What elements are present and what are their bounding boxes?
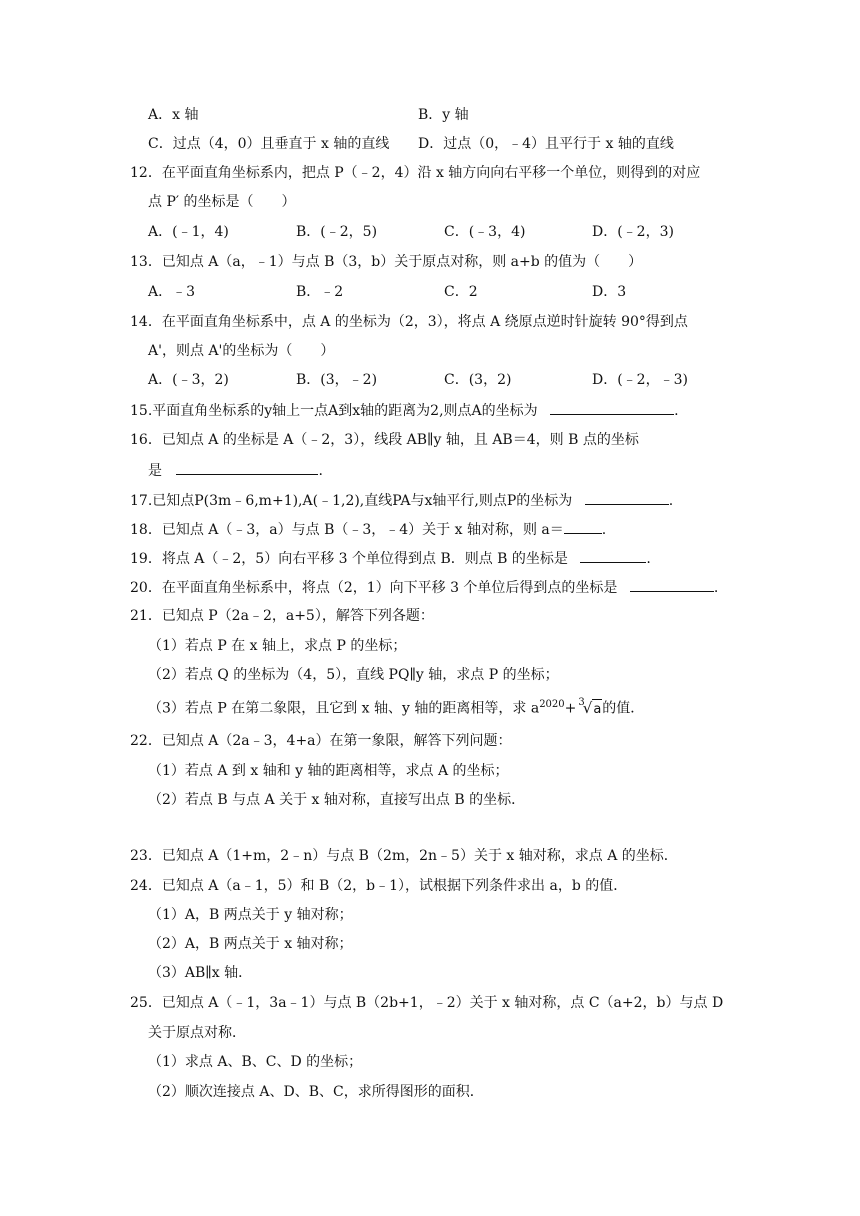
q20-text: 20．在平面直角坐标系中，将点（2，1）向下平移 3 个单位后得到点的坐标是 [130,580,618,596]
q17-stem [130,490,673,510]
q14-option-a: A．(﹣3，2) [148,372,229,388]
q12-stem-line1: 12．在平面直角坐标系内，把点 P（﹣2，4）沿 x 轴方向向右平移一个单位，则得到的对应 [130,165,701,181]
cube-root-expression [578,698,602,721]
q16-answer-blank[interactable] [176,460,318,475]
q12-option-c: C．(﹣3，4) [444,224,526,240]
q22-part2: （2）若点 B 与点 A 关于 x 轴对称，直接写出点 B 的坐标． [148,792,526,808]
radical-sign-icon: √ [582,698,593,717]
q15-answer-blank[interactable] [550,400,674,415]
q11-option-d: D．过点（0，﹣4）且平行于 x 轴的直线 [418,136,674,152]
q15-text: 15.平面直角坐标系的y轴上一点A到x轴的距离为2,则点A的坐标为 [130,403,538,419]
q12-option-b: B．(﹣2，5) [296,224,378,240]
q17-period: . [668,493,674,509]
q11-option-a: A．x 轴 [148,107,199,123]
q19-answer-blank[interactable] [580,548,646,563]
q13-option-d: D．3 [592,284,627,300]
q20-answer-blank[interactable] [630,577,714,592]
q20-period: . [713,580,719,596]
q13-option-a: A．﹣3 [148,284,196,300]
q18-stem [130,519,606,539]
q21-part2: （2）若点 Q 的坐标为（4，5），直线 PQ∥y 轴，求点 P 的坐标； [148,667,559,683]
q24-part2: （2）A，B 两点关于 x 轴对称； [148,936,353,952]
q14-stem-line2: A'，则点 A'的坐标为（ ） [148,343,335,359]
q19-text: 19．将点 A（﹣2，5）向右平移 3 个单位得到点 B．则点 B 的坐标是 [130,551,568,567]
q16-stem-line2 [148,460,323,480]
q14-option-d: D．(﹣2，﹣3) [592,372,688,388]
q21-part3 [148,695,644,715]
q17-text: 17.已知点P(3m﹣6,m+1),A(﹣1,2),直线PA与x轴平行,则点P的坐标为 [130,493,573,509]
q16-text: 是 [148,463,162,479]
q12-stem-line2: 点 P′ 的坐标是（ ） [148,194,296,210]
q11-option-b: B．y 轴 [418,107,469,123]
q21-part1: （1）若点 P 在 x 轴上，求点 P 的坐标； [148,638,407,654]
q21-exponent: 2020 [539,699,565,710]
q21-stem: 21．已知点 P（2a﹣2，a+5），解答下列各题： [130,608,434,624]
q22-stem: 22．已知点 A（2a﹣3，4+a）在第一象限，解答下列问题： [130,733,512,749]
q16-stem-line1: 16．已知点 A 的坐标是 A（﹣2，3），线段 AB∥y 轴，且 AB＝4，则 B 点的坐标 [130,432,639,448]
cube-root-index: 3 [578,696,585,708]
q18-period: . [601,522,607,538]
q15-period: . [674,403,679,419]
q25-part1: （1）求点 A、B、C、D 的坐标； [148,1054,363,1070]
q14-option-b: B．(3，﹣2) [296,372,378,388]
q24-part1: （1）A，B 两点关于 y 轴对称； [148,907,353,923]
q25-stem-line1: 25．已知点 A（﹣1，3a﹣1）与点 B（2b+1，﹣2）关于 x 轴对称，点 C（a+2，b）与点 D [130,995,724,1011]
q13-stem: 13．已知点 A（a，﹣1）与点 B（3，b）关于原点对称，则 a+b 的值为（ ） [130,254,643,270]
q25-part2: （2）顺次连接点 A、D、B、C，求所得图形的面积． [148,1084,484,1100]
q24-stem: 24．已知点 A（a﹣1，5）和 B（2，b﹣1），试根据下列条件求出 a，b 的值． [130,878,628,894]
cube-root-radicand: a [592,699,602,720]
q21-plus: + [564,700,577,717]
q19-stem [130,548,651,568]
q11-option-c: C．过点（4，0）且垂直于 x 轴的直线 [148,136,390,152]
q21-part3-text: （3）若点 P 在第二象限，且它到 x 轴、y 轴的距离相等，求 a [148,700,540,717]
q20-stem [130,577,718,597]
q13-option-b: B．﹣2 [296,284,344,300]
q19-period: . [646,551,651,567]
q14-option-c: C．(3，2) [444,372,512,388]
q18-answer-blank[interactable] [564,519,602,534]
q15-stem [130,400,679,420]
q12-option-d: D．(﹣2，3) [592,224,674,240]
q14-stem-line1: 14．在平面直角坐标系中，点 A 的坐标为（2，3），将点 A 绕原点逆时针旋转 90°得到点 [130,314,688,330]
q13-option-c: C．2 [444,284,478,300]
q22-part1: （1）若点 A 到 x 轴和 y 轴的距离相等，求点 A 的坐标； [148,763,509,779]
q24-part3: （3）AB∥x 轴． [148,965,253,981]
q16-period: . [318,463,323,479]
q21-part3-end: 的值． [602,700,645,717]
q18-text: 18．已知点 A（﹣3，a）与点 B（﹣3，﹣4）关于 x 轴对称，则 a＝ [130,522,564,538]
q23-stem: 23．已知点 A（1+m，2﹣n）与点 B（2m，2n﹣5）关于 x 轴对称，求点 A 的坐标． [130,848,678,864]
q17-answer-blank[interactable] [585,490,669,505]
q25-stem-line2: 关于原点对称． [148,1025,246,1041]
q12-option-a: A．(﹣1，4) [148,224,229,240]
